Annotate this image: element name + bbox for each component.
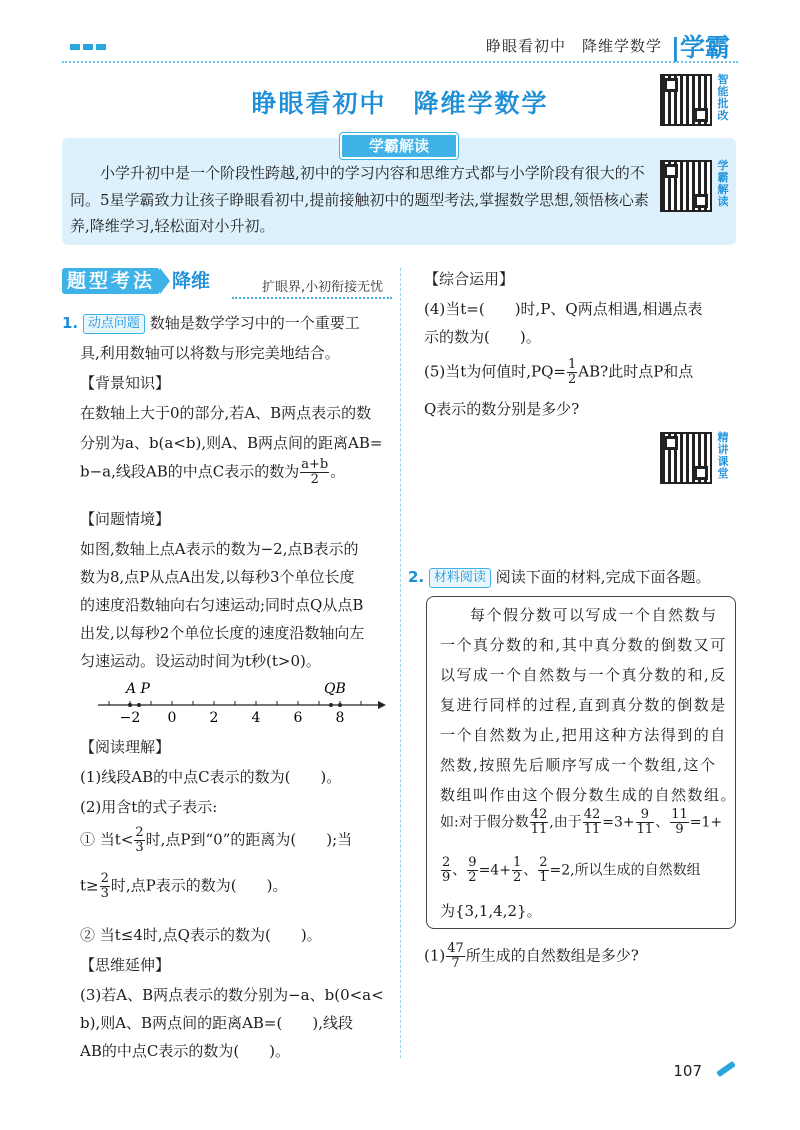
q2-sub1-text1: (1): [424, 946, 446, 965]
page-title: 睁眼看初中 降维学数学: [251, 89, 549, 118]
qr-code-reading[interactable]: [660, 160, 712, 212]
qr-code-grading[interactable]: [660, 74, 712, 126]
axis-tick-label: 8: [335, 710, 345, 726]
page-number: 107: [673, 1062, 702, 1080]
mat-example-line3: 为{3,1,4,2}。: [440, 902, 542, 920]
qr-label-grading: 智能批改: [717, 73, 729, 122]
q1-bg-label: 【背景知识】: [80, 374, 171, 392]
q1-e3-line2: b),则A、B两点间的距离AB=( ),线段: [80, 1014, 353, 1032]
fraction-denominator: 9: [675, 822, 684, 837]
q1-a5-text1: (5)当t为何值时,PQ=: [424, 362, 567, 381]
section-arrow-icon: [160, 268, 170, 294]
q1-scene-line2: 数为8,点P从点A出发,以每秒3个单位长度: [80, 568, 355, 586]
q1-scene-line3: 的速度沿数轴向右匀速运动;同时点Q从点B: [80, 596, 364, 614]
q1-bg-line3-end: 。: [330, 462, 346, 481]
axis-tick-label: 6: [293, 710, 303, 726]
fraction-numerator: 9: [636, 808, 655, 823]
banner-text: 小学升初中是一个阶段性跨越,初中的学习内容和思维方式都与小学阶段有很大的不同。5星学霸致力让孩子睁眼看初中,提前接触初中的题型考法,掌握数学思想,领悟核心素养,降维学习,轻松面对小升初。: [70, 164, 649, 235]
q1-scene-label: 【问题情境】: [80, 510, 171, 528]
q1-bg-line3: [80, 458, 345, 487]
fraction: [512, 856, 522, 885]
q2-intro: [408, 566, 711, 588]
q1-a4-line1: (4)当t=( )时,P、Q两点相遇,相遇点表: [424, 300, 703, 318]
fraction: [467, 856, 477, 885]
q1-intro-line2: 具,利用数轴可以将数与形完美地结合。: [80, 344, 340, 362]
q1-bg-line3-text: b−a,线段AB的中点C表示的数为: [80, 462, 300, 481]
point-q: [329, 703, 333, 707]
q1-a4-line2: 示的数为( )。: [424, 328, 541, 346]
q1-a5-text2: AB?此时点P和点: [578, 362, 694, 381]
q1-a5-line2: Q表示的数分别是多少?: [424, 400, 580, 418]
fraction-denominator: 7: [451, 956, 460, 971]
point-p: [137, 703, 141, 707]
fraction-numerator: 1: [512, 855, 522, 870]
q2-sub1: [424, 942, 639, 971]
mat-line7: 数组叫作由这个假分数生成的自然数组。: [440, 786, 738, 804]
header-decoration: [70, 44, 106, 50]
fraction: [300, 458, 329, 487]
q2-tag: 材料阅读: [429, 568, 491, 588]
fraction: [446, 942, 465, 971]
mat-ex-text: 、: [452, 862, 467, 879]
fraction: [530, 808, 549, 837]
q1-scene-line5: 匀速运动。设运动时间为t秒(t>0)。: [80, 652, 321, 670]
fraction-denominator: 11: [636, 822, 654, 837]
fraction: [567, 358, 577, 387]
fraction-numerator: 2: [100, 871, 109, 886]
column-divider: [400, 268, 401, 1058]
mat-ex-text: =2,所以生成的自然数组: [549, 862, 701, 879]
q1-e3-line1: (3)若A、B两点表示的数分别为−a、b(0<a<: [80, 986, 384, 1004]
mat-line6: 然数,按照先后顺序写成一个数组,这个: [440, 756, 717, 774]
fraction-denominator: 11: [583, 822, 601, 837]
qr-label-reading: 学霸解读: [717, 159, 729, 208]
axis-label-qb: QB: [324, 681, 346, 697]
axis-arrow-icon: [378, 701, 386, 709]
mat-ex-text: =4+: [478, 862, 511, 879]
fraction-numerator: 1: [568, 357, 577, 372]
fraction-numerator: 2: [135, 825, 144, 840]
section-subtitle: 降维: [172, 270, 211, 292]
point-a: [128, 703, 132, 707]
mat-ex-text: =3+: [602, 814, 635, 831]
mat-ex-text: 、: [523, 862, 538, 879]
q1-r2a: [80, 826, 352, 855]
fraction-denominator: 9: [442, 870, 451, 885]
mat-ex-text: =1+: [689, 814, 723, 831]
fraction-numerator: 2: [539, 855, 548, 870]
q1-bg-line1: 在数轴上大于0的部分,若A、B两点表示的数: [80, 404, 372, 422]
header-brand-logo: |学霸: [670, 33, 730, 62]
q2-intro-text: 阅读下面的材料,完成下面各题。: [495, 568, 711, 586]
mat-ex-text: 如:对于假分数: [440, 814, 529, 831]
q2-sub1-text2: 所生成的自然数组是多少?: [465, 946, 639, 965]
fraction: [583, 808, 602, 837]
section-header: [62, 268, 210, 294]
number-line-diagram: [90, 675, 390, 730]
fraction: [670, 808, 689, 837]
axis-tick-label: 0: [167, 710, 177, 726]
mat-example-line2: [440, 856, 701, 885]
axis-label-ap: A P: [126, 681, 150, 697]
fraction-denominator: 2: [568, 372, 577, 387]
fraction: [100, 872, 110, 901]
qr-code-lecture[interactable]: [660, 432, 712, 484]
q1-app-label: 【综合运用】: [424, 270, 515, 288]
mat-example-line1: [440, 808, 722, 837]
fraction-denominator: 2: [310, 472, 319, 487]
q1-intro-text: 数轴是数学学习中的一个重要工: [149, 314, 360, 332]
q1-intro-line1: [62, 312, 360, 334]
q1-r2c: ② 当t≤4时,点Q表示的数为( )。: [80, 926, 322, 944]
axis-tick-label: −2: [119, 710, 141, 726]
mat-line1: 每个假分数可以写成一个自然数与: [470, 606, 718, 624]
q1-read-label: 【阅读理解】: [80, 738, 171, 756]
banner-tab: 学霸解读: [340, 133, 458, 159]
point-b: [338, 703, 342, 707]
q1-r2b-text2: 时,点P表示的数为( )。: [110, 876, 288, 895]
q1-r1: (1)线段AB的中点C表示的数为( )。: [80, 768, 342, 786]
q1-r2b-text1: t≥: [80, 876, 99, 895]
fraction-denominator: 2: [512, 870, 522, 885]
header-series-title: 睁眼看初中 降维学数学: [485, 37, 662, 55]
axis-tick-label: 2: [209, 710, 219, 726]
fraction-denominator: 1: [539, 870, 548, 885]
q1-r2b: [80, 872, 287, 901]
fraction-denominator: 3: [100, 886, 109, 901]
fraction: [538, 856, 548, 885]
section-tagline: 扩眼界,小初衔接无忧: [262, 280, 384, 295]
q1-number: 1.: [62, 314, 79, 332]
q1-a5-line1: [424, 358, 693, 387]
mat-line5: 一个自然数为止,把用这种方法得到的自: [440, 726, 727, 744]
fraction-denominator: 3: [135, 840, 144, 855]
header-divider: [62, 61, 738, 63]
qr-label-lecture: 精讲课堂: [717, 431, 729, 480]
fraction-numerator: a+b: [301, 457, 329, 472]
mat-ex-text: 、: [655, 814, 670, 831]
section-title: 题型考法: [62, 268, 160, 294]
pencil-icon: [716, 1061, 736, 1077]
q1-r2a-text1: ① 当t<: [80, 830, 134, 849]
q1-r2: (2)用含t的式子表示:: [80, 798, 218, 816]
q1-e3-line3: AB的中点C表示的数为( )。: [80, 1042, 291, 1060]
mat-line3: 以写成一个自然数与一个真分数的和,反: [440, 666, 727, 684]
q1-r2a-text2: 时,点P到“0”的距离为( );当: [145, 830, 353, 849]
q1-tag: 动点问题: [83, 314, 145, 334]
fraction: [441, 856, 451, 885]
fraction-numerator: 9: [468, 855, 477, 870]
section-dots: [232, 297, 392, 299]
q1-scene-line1: 如图,数轴上点A表示的数为−2,点B表示的: [80, 540, 359, 558]
fraction: [636, 808, 655, 837]
fraction-numerator: 2: [442, 855, 451, 870]
fraction-denominator: 11: [530, 822, 548, 837]
fraction-numerator: 42: [583, 807, 601, 822]
fraction-numerator: 11: [671, 807, 688, 822]
mat-ex-text: ,由于: [549, 814, 582, 831]
q1-scene-line4: 出发,以每秒2个单位长度的速度沿数轴向左: [80, 624, 365, 642]
q1-bg-line2: 分别为a、b(a<b),则A、B两点间的距离AB=: [80, 434, 383, 452]
fraction-numerator: 42: [530, 807, 548, 822]
fraction: [134, 826, 144, 855]
fraction-numerator: 47: [447, 941, 464, 956]
q2-number: 2.: [408, 568, 425, 586]
axis-tick-label: 4: [251, 710, 261, 726]
mat-line2: 一个真分数的和,其中真分数的倒数又可: [440, 636, 727, 654]
fraction-denominator: 2: [468, 870, 477, 885]
mat-line4: 复进行同样的过程,直到真分数的倒数是: [440, 696, 727, 714]
q1-ext-label: 【思维延伸】: [80, 956, 171, 974]
